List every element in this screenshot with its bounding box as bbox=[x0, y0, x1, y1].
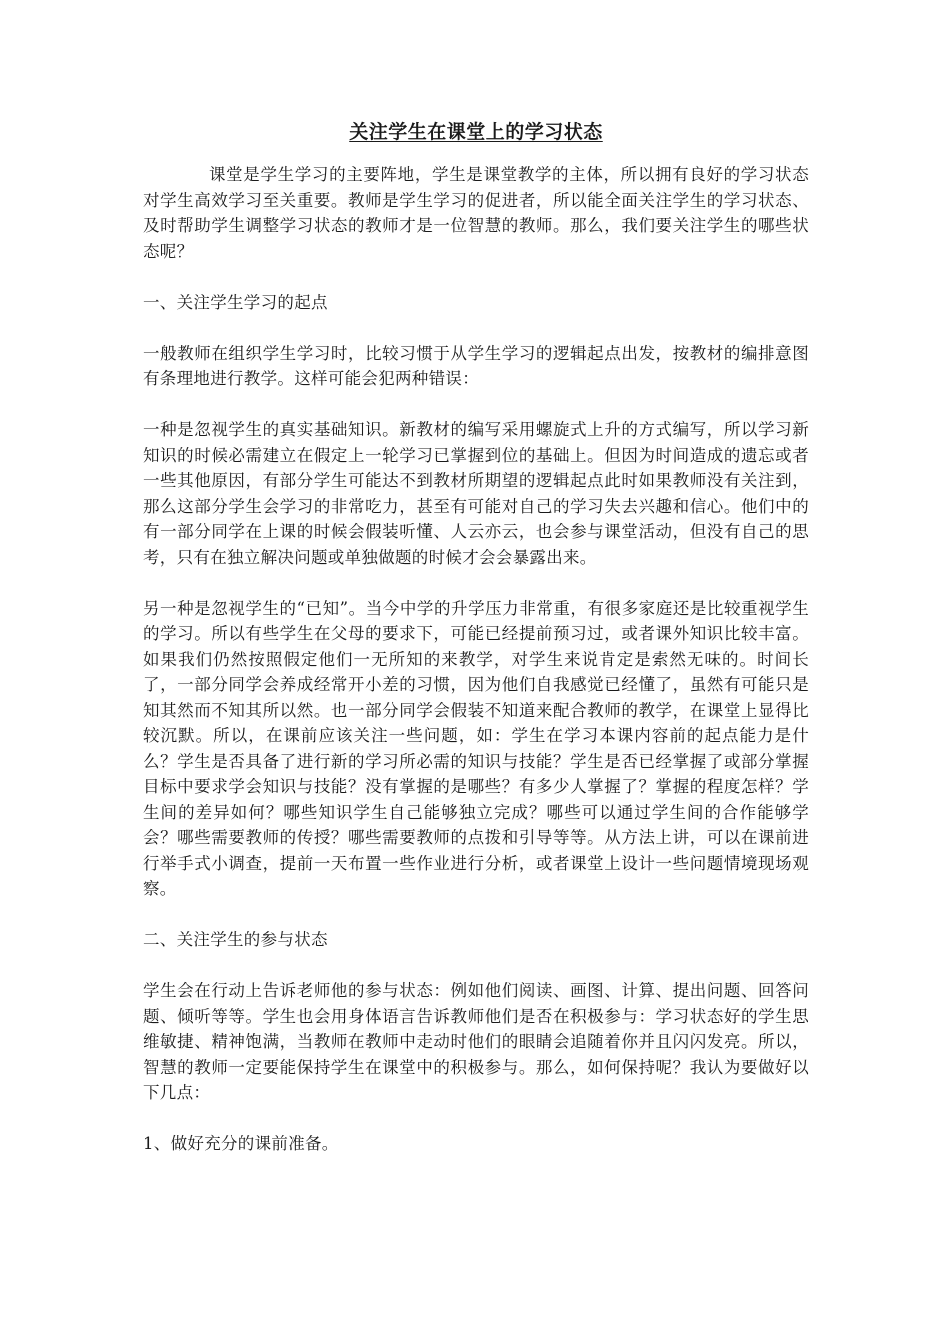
document-page bbox=[143, 118, 809, 1182]
list-item-1: 1、做好充分的课前准备。 bbox=[143, 1134, 339, 1153]
section1-paragraph-1: 一般教师在组织学生学习时，比较习惯于从学生学习的逻辑起点出发，按教材的编排意图有条理地进行教学。这样可能会犯两种错误： bbox=[143, 343, 809, 388]
document-title: 关注学生在课堂上的学习状态 bbox=[349, 121, 603, 143]
intro-paragraph: 课堂是学生学习的主要阵地，学生是课堂教学的主体，所以拥有良好的学习状态对学生高效学习至关重要。教师是学生学习的促进者，所以能全面关注学生的学习状态、及时帮助学生调整学习状态的教师才是一位智慧的教师。那么，我们要关注学生的哪些状态呢？ bbox=[143, 165, 809, 261]
section1-paragraph-2: 一种是忽视学生的真实基础知识。新教材的编写采用螺旋式上升的方式编写，所以学习新知识的时候必需建立在假定上一轮学习已掌握到位的基础上。但因为时间造成的遗忘或者一些其他原因，有部分学生可能达不到教材所期望的逻辑起点此时如果教师没有关注到，那么这部分学生会学习的非常吃力，甚至有可能对自己的学习失去兴趣和信心。他们中的有一部分同学在上课的时候会假装听懂、人云亦云，也会参与课堂活动，但没有自己的思考，只有在独立解决问题或单独做题的时候才会会暴露出来。 bbox=[143, 420, 809, 567]
section-heading-1: 一、关注学生学习的起点 bbox=[143, 292, 328, 312]
section1-paragraph-3: 另一种是忽视学生的“已知”。当今中学的升学压力非常重，有很多家庭还是比较重视学生的学习。所以有些学生在父母的要求下，可能已经提前预习过，或者课外知识比较丰富。如果我们仍然按照假定他们一无所知的来教学，对学生来说肯定是索然无味的。时间长了，一部分同学会养成经常开小差的习惯，因为他们自我感觉已经懂了，虽然有可能只是知其然而不知其所以然。也一部分同学会假装不知道来配合教师的教学，在课堂上显得比较沉默。所以，在课前应该关注一些问题，如：学生在学习本课内容前的起点能力是什么？学生是否具备了进行新的学习所必需的知识与技能？学生是否已经掌握了或部分掌握目标中要求学会知识与技能？没有掌握的是哪些？有多少人掌握了？掌握的程度怎样？学生间的差异如何？哪些知识学生自己能够独立完成？哪些可以通过学生间的合作能够学会？哪些需要教师的传授？哪些需要教师的点拨和引导等等。从方法上讲，可以在课前进行举手式小调查，提前一天布置一些作业进行分析，或者课堂上设计一些问题情境现场观察。 bbox=[143, 598, 809, 898]
section2-paragraph-1: 学生会在行动上告诉老师他的参与状态：例如他们阅读、画图、计算、提出问题、回答问题、倾听等等。学生也会用身体语言告诉教师他们是否在积极参与：学习状态好的学生思维敏捷、精神饱满，当教师在教师中走动时他们的眼睛会追随着你并且闪闪发亮。所以，智慧的教师一定要能保持学生在课堂中的积极参与。那么，如何保持呢？我认为要做好以下几点： bbox=[143, 981, 809, 1102]
section-heading-2: 二、关注学生的参与状态 bbox=[143, 930, 328, 949]
